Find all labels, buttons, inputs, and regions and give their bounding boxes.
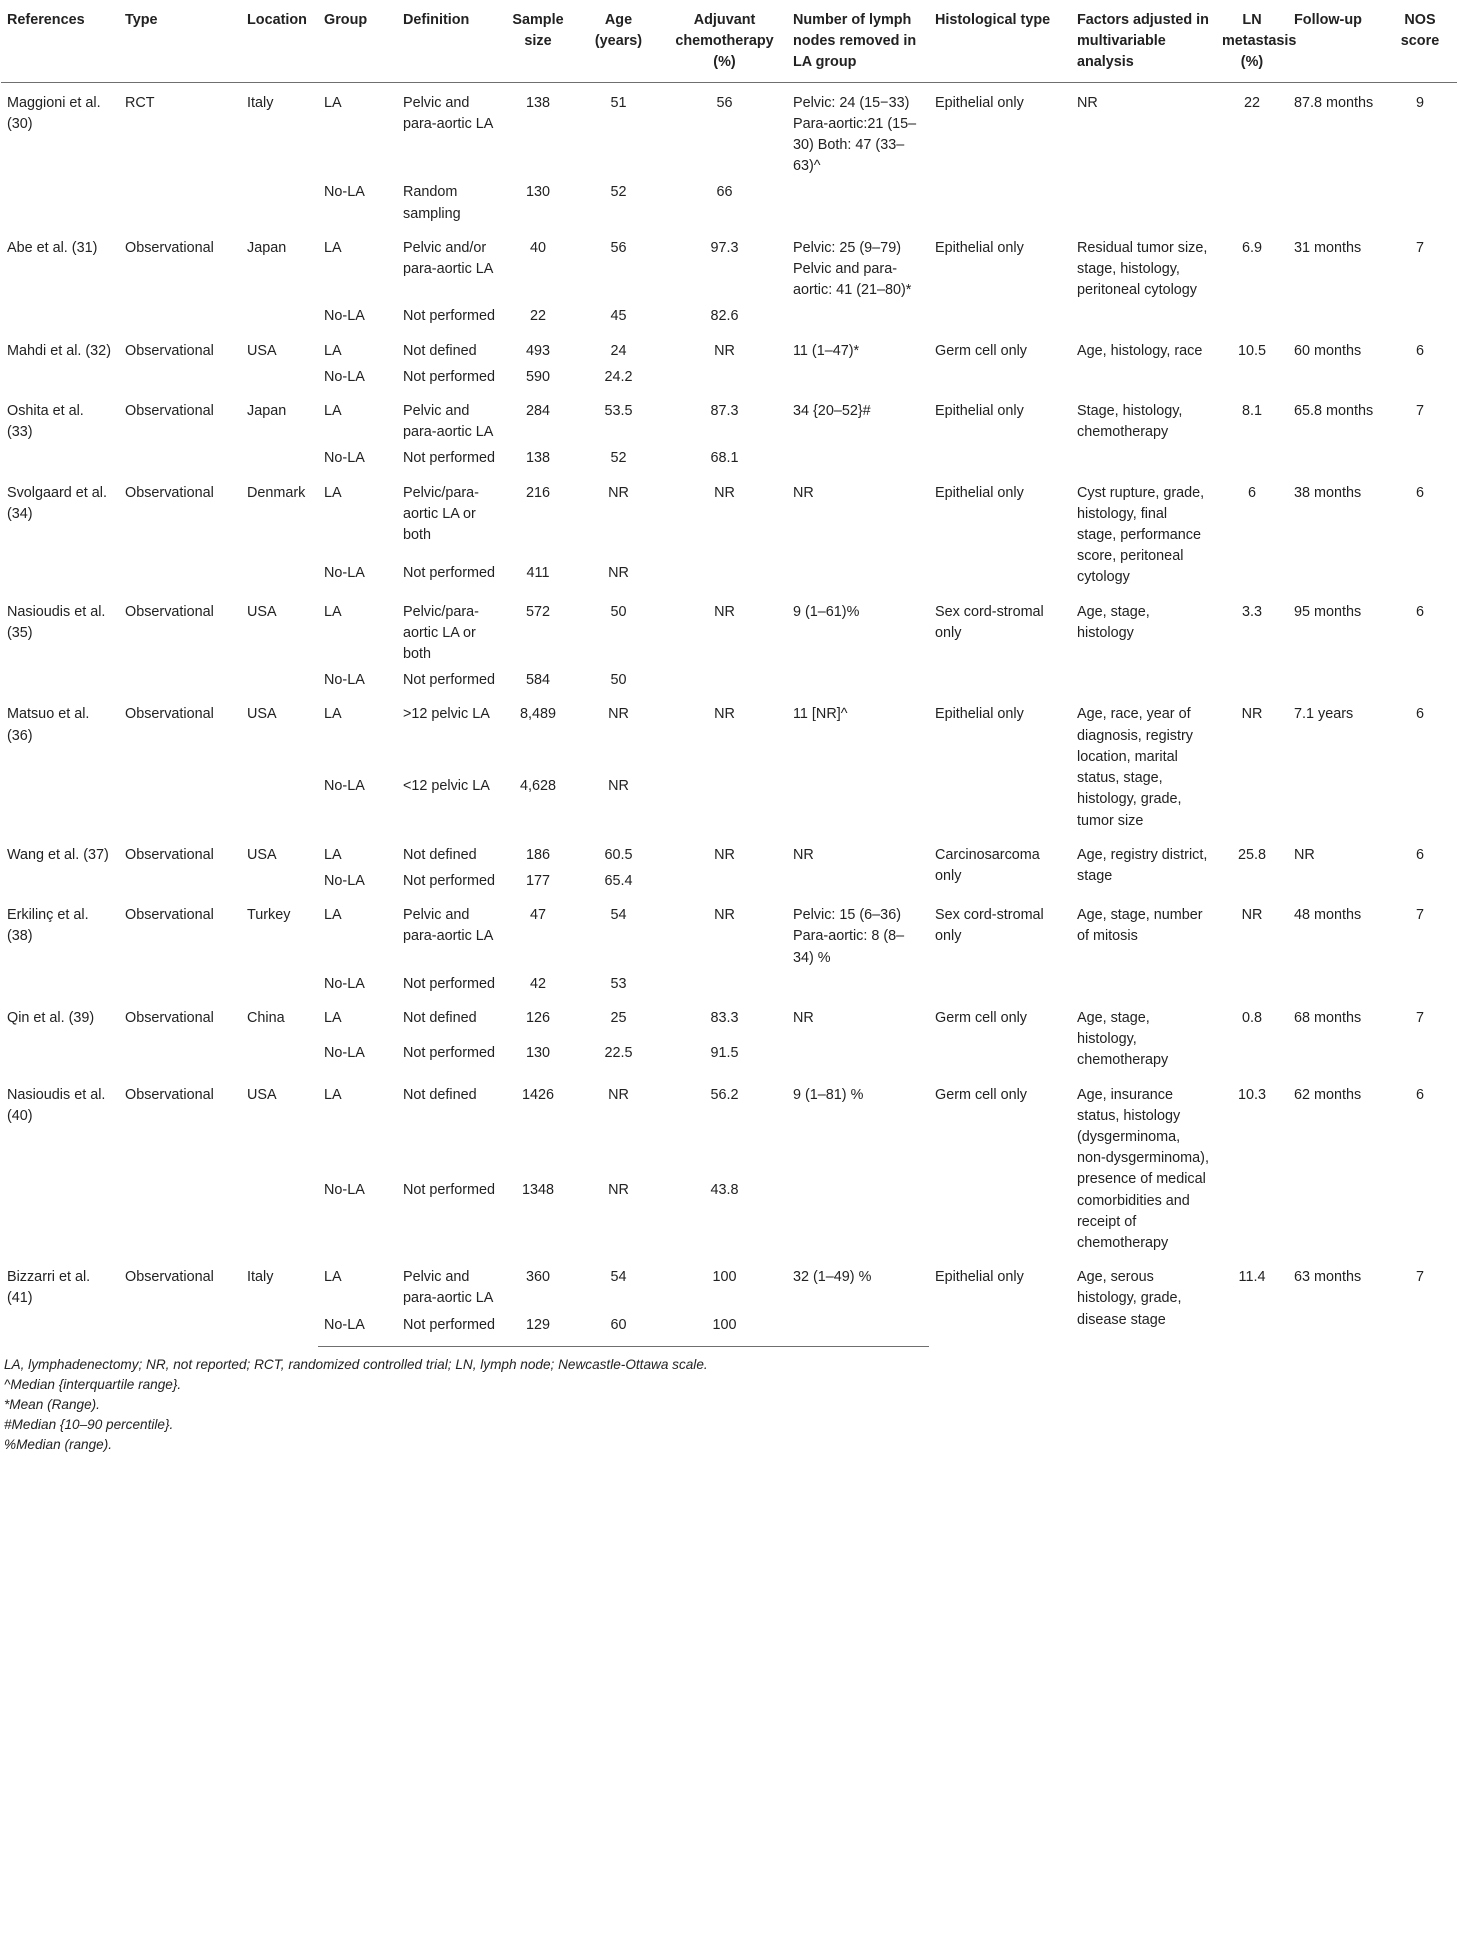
- cell-reference: Abe et al. (31): [7, 239, 98, 256]
- cell-reference: Svolgaard et al. (34): [7, 484, 107, 522]
- cell-factors: Stage, histology, chemotherapy: [1077, 403, 1183, 441]
- cell-age: 53.5: [604, 403, 633, 420]
- cell-histological-type: Epithelial only: [935, 403, 1024, 420]
- cell-sample-size: 1426: [521, 1086, 554, 1103]
- cell-sample-size: 42: [529, 975, 546, 992]
- cell-location: USA: [247, 342, 277, 359]
- cell-definition: Not performed: [403, 368, 495, 385]
- cell-histological-type: Epithelial only: [935, 94, 1024, 111]
- cell-histological-type: Germ cell only: [935, 1009, 1027, 1026]
- cell-ln-metastasis: 22: [1243, 94, 1260, 111]
- footnote: #Median {10–90 percentile}.: [4, 1416, 174, 1432]
- cell-sample-size: 4,628: [519, 777, 556, 794]
- cell-group: No-LA: [324, 777, 365, 794]
- cell-group: No-LA: [324, 368, 365, 385]
- study-characteristics-table: [1, 0, 1457, 1347]
- cell-lymph-nodes: [787, 446, 929, 472]
- cell-group: LA: [324, 846, 342, 863]
- cell-location: Japan: [247, 239, 287, 256]
- cell-age: 24: [610, 342, 627, 359]
- cell-reference: Erkilinç et al. (38): [7, 907, 89, 945]
- cell-histological-type: Epithelial only: [935, 706, 1024, 723]
- cell-sample-size: 47: [529, 907, 546, 924]
- cell-group: LA: [324, 484, 342, 501]
- cell-ln-metastasis: 6.9: [1241, 239, 1262, 256]
- cell-group: No-LA: [324, 975, 365, 992]
- table-row: [1, 694, 1457, 773]
- cell-group: LA: [324, 907, 342, 924]
- cell-sample-size: 572: [525, 603, 550, 620]
- col-header: Histological type: [929, 0, 1071, 82]
- cell-group: No-LA: [324, 184, 365, 201]
- cell-chemotherapy: 91.5: [710, 1045, 739, 1062]
- cell-chemotherapy: [662, 869, 787, 895]
- header-row: [1, 0, 1457, 82]
- cell-type: Observational: [125, 706, 214, 723]
- cell-age: 52: [610, 450, 627, 467]
- cell-age: 54: [610, 907, 627, 924]
- cell-age: 25: [610, 1009, 627, 1026]
- cell-type: Observational: [125, 1086, 214, 1103]
- cell-group: No-LA: [324, 872, 365, 889]
- cell-histological-type: Germ cell only: [935, 1086, 1027, 1103]
- table-row: [1, 391, 1457, 446]
- cell-reference: Bizzarri et al. (41): [7, 1269, 91, 1307]
- cell-location: USA: [247, 706, 277, 723]
- cell-sample-size: 22: [529, 308, 546, 325]
- cell-definition: Not performed: [403, 975, 495, 992]
- cell-location: Italy: [247, 1269, 274, 1286]
- cell-age: 51: [610, 94, 627, 111]
- cell-reference: Matsuo et al. (36): [7, 706, 90, 744]
- cell-chemotherapy: NR: [714, 907, 735, 924]
- cell-definition: Not performed: [403, 1045, 495, 1062]
- cell-histological-type: Epithelial only: [935, 1269, 1024, 1286]
- col-header: Group: [318, 0, 397, 82]
- cell-location: Denmark: [247, 484, 306, 501]
- cell-age: 45: [610, 308, 627, 325]
- cell-age: 24.2: [604, 368, 633, 385]
- cell-nos-score: 7: [1415, 907, 1424, 924]
- footnote: *Mean (Range).: [4, 1396, 100, 1412]
- col-header: Sample size: [501, 0, 575, 82]
- table-body: [1, 82, 1457, 1346]
- cell-follow-up: 60 months: [1294, 342, 1362, 359]
- cell-sample-size: 129: [501, 1313, 575, 1347]
- cell-sample-size: 590: [525, 368, 550, 385]
- cell-definition: Not performed: [403, 565, 495, 582]
- cell-age: NR: [608, 777, 629, 794]
- col-header: Adjuvant chemotherapy (%): [662, 0, 787, 82]
- cell-type: RCT: [125, 94, 155, 111]
- cell-reference: Mahdi et al. (32): [7, 342, 111, 359]
- cell-definition: Not performed: [403, 672, 495, 689]
- cell-nos-score: 9: [1415, 94, 1424, 111]
- cell-chemotherapy: 100: [662, 1313, 787, 1347]
- cell-chemotherapy: 100: [712, 1269, 737, 1286]
- cell-definition: Not performed: [403, 450, 495, 467]
- cell-group: No-LA: [324, 672, 365, 689]
- cell-age: 53: [610, 975, 627, 992]
- footnote: LA, lymphadenectomy; NR, not reported; RCT, randomized controlled trial; LN, lymph node; Newcastle-Ottawa scale.: [4, 1356, 708, 1372]
- cell-lymph-nodes: Pelvic: 25 (9–79) Pelvic and para-aortic: 41 (21–80)*: [793, 239, 912, 299]
- cell-lymph-nodes: 32 (1–49) %: [793, 1269, 872, 1286]
- col-header: LN metastasis (%): [1216, 0, 1288, 82]
- col-header: Age (years): [575, 0, 662, 82]
- cell-group: No-LA: [324, 308, 365, 325]
- cell-sample-size: 411: [526, 565, 550, 582]
- cell-age: 22.5: [604, 1045, 633, 1062]
- cell-sample-size: 584: [525, 672, 550, 689]
- cell-follow-up: 31 months: [1294, 239, 1362, 256]
- cell-sample-size: 126: [525, 1009, 550, 1026]
- cell-follow-up: 95 months: [1294, 603, 1362, 620]
- cell-definition: Not performed: [403, 872, 495, 889]
- cell-follow-up: 48 months: [1294, 907, 1362, 924]
- cell-age: 60.5: [604, 846, 633, 863]
- cell-group: LA: [324, 1086, 342, 1103]
- table-row: [1, 835, 1457, 869]
- cell-chemotherapy: 82.6: [710, 308, 739, 325]
- cell-group: LA: [324, 1009, 342, 1026]
- cell-follow-up: 68 months: [1294, 1009, 1362, 1026]
- cell-definition: Not performed: [397, 1313, 501, 1347]
- cell-chemotherapy: 68.1: [710, 450, 739, 467]
- cell-sample-size: 1348: [521, 1181, 554, 1198]
- cell-nos-score: 6: [1415, 846, 1424, 863]
- cell-group: LA: [324, 342, 342, 359]
- cell-definition: <12 pelvic LA: [403, 777, 490, 794]
- cell-location: Japan: [247, 403, 287, 420]
- table-row: [1, 1075, 1457, 1178]
- cell-histological-type: Germ cell only: [935, 342, 1027, 359]
- col-header: Type: [119, 0, 241, 82]
- cell-definition: Not performed: [403, 1181, 495, 1198]
- cell-lymph-nodes: [787, 1178, 929, 1257]
- table-row: [1, 1257, 1457, 1312]
- cell-chemotherapy: NR: [714, 484, 735, 501]
- cell-lymph-nodes: [787, 869, 929, 895]
- cell-histological-type: Epithelial only: [935, 239, 1024, 256]
- col-header: Definition: [397, 0, 501, 82]
- cell-location: USA: [247, 846, 277, 863]
- cell-ln-metastasis: NR: [1241, 907, 1263, 924]
- cell-group: LA: [324, 603, 342, 620]
- cell-definition: Random sampling: [403, 184, 461, 222]
- cell-sample-size: 130: [525, 1045, 550, 1062]
- cell-group: LA: [324, 706, 342, 723]
- cell-age: NR: [608, 1086, 629, 1103]
- cell-factors: Residual tumor size, stage, histology, peritoneal cytology: [1077, 239, 1208, 299]
- cell-chemotherapy: 43.8: [710, 1181, 739, 1198]
- cell-chemotherapy: [662, 774, 787, 835]
- cell-definition: Not defined: [403, 1009, 477, 1026]
- cell-factors: Age, serous histology, grade, disease stage: [1077, 1269, 1182, 1328]
- cell-factors: Age, stage, number of mitosis: [1077, 907, 1203, 945]
- cell-chemotherapy: [662, 365, 787, 391]
- cell-definition: Pelvic and para-aortic LA: [403, 94, 494, 132]
- cell-lymph-nodes: [787, 304, 929, 330]
- cell-definition: Pelvic and para-aortic LA: [403, 1269, 494, 1307]
- cell-chemotherapy: 97.3: [710, 239, 739, 256]
- cell-age: 65.4: [604, 872, 633, 889]
- cell-follow-up: 62 months: [1294, 1086, 1362, 1103]
- cell-reference: Qin et al. (39): [7, 1009, 95, 1026]
- col-header: Location: [241, 0, 318, 82]
- cell-location: Turkey: [247, 907, 291, 924]
- cell-nos-score: 6: [1415, 484, 1424, 501]
- cell-lymph-nodes: NR: [793, 484, 814, 501]
- cell-lymph-nodes: [787, 1313, 929, 1347]
- cell-follow-up: 65.8 months: [1294, 403, 1374, 420]
- cell-follow-up: 63 months: [1294, 1269, 1362, 1286]
- cell-ln-metastasis: 3.3: [1241, 603, 1262, 620]
- table-row: [1, 228, 1457, 305]
- cell-follow-up: 7.1 years: [1294, 706, 1354, 723]
- cell-factors: Age, histology, race: [1077, 342, 1203, 359]
- cell-chemotherapy: 66: [716, 184, 733, 201]
- cell-factors: Age, stage, histology: [1077, 603, 1150, 641]
- cell-location: USA: [247, 1086, 277, 1103]
- cell-reference: Nasioudis et al. (35): [7, 603, 106, 641]
- cell-chemotherapy: 56: [716, 94, 733, 111]
- cell-ln-metastasis: 25.8: [1237, 846, 1266, 863]
- col-header: Number of lymph nodes removed in LA group: [787, 0, 929, 82]
- cell-age: 54: [610, 1269, 627, 1286]
- cell-chemotherapy: 83.3: [710, 1009, 739, 1026]
- cell-nos-score: 6: [1415, 342, 1424, 359]
- cell-chemotherapy: [662, 561, 787, 591]
- cell-lymph-nodes: 9 (1–81) %: [793, 1086, 864, 1103]
- cell-reference: Maggioni et al. (30): [7, 94, 101, 132]
- cell-sample-size: 177: [525, 872, 550, 889]
- cell-reference: Oshita et al. (33): [7, 403, 84, 441]
- cell-type: Observational: [125, 907, 214, 924]
- cell-age: 60: [575, 1313, 662, 1347]
- cell-factors: Age, registry district, stage: [1077, 846, 1208, 884]
- cell-age: 50: [610, 603, 627, 620]
- cell-chemotherapy: NR: [714, 342, 735, 359]
- cell-definition: Not defined: [403, 1086, 477, 1103]
- cell-ln-metastasis: 6: [1247, 484, 1256, 501]
- cell-ln-metastasis: 0.8: [1241, 1009, 1262, 1026]
- cell-location: Italy: [247, 94, 274, 111]
- cell-lymph-nodes: NR: [793, 1009, 814, 1026]
- footnote: ^Median {interquartile range}.: [4, 1376, 182, 1392]
- cell-lymph-nodes: [787, 668, 929, 694]
- cell-lymph-nodes: NR: [793, 846, 814, 863]
- cell-type: Observational: [125, 1269, 214, 1286]
- cell-factors: Cyst rupture, grade, histology, final stage, performance score, peritoneal cytology: [1077, 484, 1205, 586]
- cell-sample-size: 186: [525, 846, 550, 863]
- cell-lymph-nodes: [787, 561, 929, 591]
- cell-age: NR: [608, 565, 629, 582]
- cell-ln-metastasis: NR: [1241, 706, 1263, 723]
- cell-chemotherapy: NR: [714, 846, 735, 863]
- cell-type: Observational: [125, 342, 214, 359]
- cell-group: No-LA: [324, 1045, 365, 1062]
- cell-definition: Pelvic and para-aortic LA: [403, 403, 494, 441]
- cell-sample-size: 360: [525, 1269, 550, 1286]
- table-row: [1, 998, 1457, 1041]
- cell-lymph-nodes: 34 {20–52}#: [793, 403, 871, 420]
- cell-reference: Wang et al. (37): [7, 846, 109, 863]
- cell-chemotherapy: 56.2: [710, 1086, 739, 1103]
- cell-age: 50: [610, 672, 627, 689]
- cell-nos-score: 7: [1415, 1269, 1424, 1286]
- cell-group: No-LA: [324, 450, 365, 467]
- cell-sample-size: 493: [525, 342, 550, 359]
- cell-type: Observational: [125, 239, 214, 256]
- cell-age: NR: [608, 484, 629, 501]
- cell-lymph-nodes: Pelvic: 15 (6–36) Para-aortic: 8 (8–34) %: [793, 907, 905, 966]
- cell-age: NR: [608, 706, 629, 723]
- cell-histological-type: Sex cord-stromal only: [935, 907, 1044, 945]
- cell-factors: Age, race, year of diagnosis, registry location, marital status, stage, histology, grade, tumor size: [1077, 706, 1193, 829]
- cell-sample-size: 284: [525, 403, 550, 420]
- cell-chemotherapy: NR: [714, 603, 735, 620]
- cell-age: NR: [608, 1181, 629, 1198]
- cell-ln-metastasis: 8.1: [1241, 403, 1262, 420]
- cell-group: LA: [324, 1269, 342, 1286]
- cell-lymph-nodes: 9 (1–61)%: [793, 603, 860, 620]
- col-header: References: [1, 0, 119, 82]
- cell-group: No-LA: [324, 565, 365, 582]
- cell-age: 56: [610, 239, 627, 256]
- cell-definition: Not performed: [403, 308, 495, 325]
- cell-sample-size: 40: [529, 239, 546, 256]
- cell-nos-score: 6: [1415, 603, 1424, 620]
- col-header: Follow-up: [1288, 0, 1383, 82]
- cell-definition: Pelvic/para-aortic LA or both: [403, 603, 479, 663]
- cell-lymph-nodes: [787, 972, 929, 998]
- col-header: NOS score: [1383, 0, 1457, 82]
- cell-factors: NR: [1077, 94, 1098, 111]
- cell-reference: Nasioudis et al. (40): [7, 1086, 106, 1124]
- cell-age: 52: [610, 184, 627, 201]
- cell-type: Observational: [125, 484, 214, 501]
- cell-group: No-LA: [324, 1181, 365, 1198]
- table-row: [1, 473, 1457, 562]
- cell-lymph-nodes: [787, 1041, 929, 1074]
- cell-group: LA: [324, 94, 342, 111]
- cell-type: Observational: [125, 1009, 214, 1026]
- cell-lymph-nodes: 11 (1–47)*: [793, 342, 860, 359]
- cell-histological-type: Epithelial only: [935, 484, 1024, 501]
- cell-follow-up: 87.8 months: [1294, 94, 1374, 111]
- cell-histological-type: Sex cord-stromal only: [935, 603, 1044, 641]
- cell-lymph-nodes: Pelvic: 24 (15−33) Para-aortic:21 (15–30) Both: 47 (33–63)^: [793, 94, 917, 175]
- cell-ln-metastasis: 11.4: [1238, 1269, 1266, 1286]
- cell-chemotherapy: [662, 668, 787, 694]
- cell-location: USA: [247, 603, 277, 620]
- cell-sample-size: 138: [525, 450, 550, 467]
- cell-type: Observational: [125, 846, 214, 863]
- cell-group: LA: [324, 403, 342, 420]
- cell-sample-size: 8,489: [519, 706, 556, 723]
- footnote: %Median (range).: [4, 1436, 113, 1452]
- table-row: [1, 82, 1457, 180]
- table-footnotes: [0, 1355, 1458, 1455]
- cell-nos-score: 6: [1415, 1086, 1424, 1103]
- table-row: [1, 895, 1457, 972]
- cell-sample-size: 138: [525, 94, 550, 111]
- cell-nos-score: 7: [1415, 1009, 1424, 1026]
- cell-nos-score: 7: [1415, 403, 1424, 420]
- cell-follow-up: NR: [1294, 846, 1315, 863]
- cell-sample-size: 216: [525, 484, 550, 501]
- cell-definition: Not defined: [403, 342, 477, 359]
- cell-type: Observational: [125, 403, 214, 420]
- table-row: [1, 331, 1457, 365]
- col-header: Factors adjusted in multivariable analysis: [1071, 0, 1216, 82]
- cell-definition: Pelvic and para-aortic LA: [403, 907, 494, 945]
- cell-follow-up: 38 months: [1294, 484, 1362, 501]
- cell-group: LA: [324, 239, 342, 256]
- cell-definition: Pelvic and/or para-aortic LA: [403, 239, 494, 278]
- cell-histological-type: Carcinosarcoma only: [935, 846, 1040, 884]
- cell-factors: Age, insurance status, histology (dysgerminoma, non-dysgerminoma), presence of medical comorbidities and receipt of chemotherapy: [1077, 1086, 1209, 1251]
- cell-group: No-LA: [318, 1313, 397, 1347]
- cell-definition: >12 pelvic LA: [403, 706, 490, 723]
- cell-lymph-nodes: [787, 180, 929, 227]
- cell-nos-score: 7: [1415, 239, 1424, 256]
- cell-type: Observational: [125, 603, 214, 620]
- cell-definition: Not defined: [403, 846, 477, 863]
- cell-lymph-nodes: [787, 365, 929, 391]
- cell-lymph-nodes: 11 [NR]^: [793, 706, 848, 723]
- cell-ln-metastasis: 10.5: [1237, 342, 1266, 359]
- cell-ln-metastasis: 10.3: [1237, 1086, 1266, 1103]
- cell-location: China: [247, 1009, 285, 1026]
- cell-nos-score: 6: [1415, 706, 1424, 723]
- table-row: [1, 592, 1457, 669]
- cell-factors: Age, stage, histology, chemotherapy: [1077, 1009, 1169, 1069]
- cell-chemotherapy: [662, 972, 787, 998]
- cell-chemotherapy: 87.3: [710, 403, 739, 420]
- cell-sample-size: 130: [525, 184, 550, 201]
- cell-lymph-nodes: [787, 774, 929, 835]
- cell-chemotherapy: NR: [714, 706, 735, 723]
- cell-definition: Pelvic/para-aortic LA or both: [403, 484, 479, 544]
